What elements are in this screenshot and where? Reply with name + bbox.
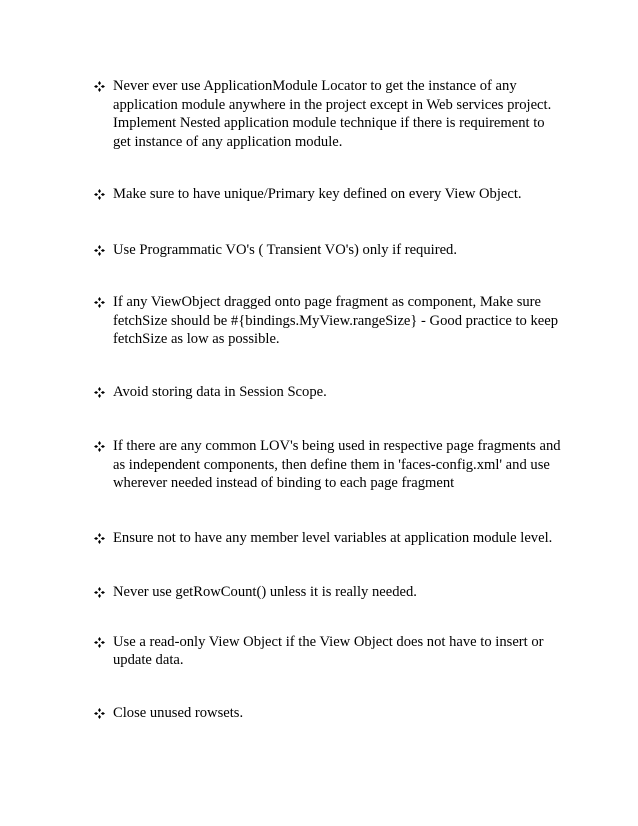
four-diamond-bullet-icon bbox=[94, 637, 105, 648]
bullet-list bbox=[94, 77, 564, 722]
list-item bbox=[94, 77, 564, 151]
four-diamond-bullet-icon bbox=[94, 441, 105, 452]
list-item bbox=[94, 583, 564, 602]
list-item bbox=[94, 704, 564, 723]
four-diamond-bullet-icon bbox=[94, 533, 105, 544]
list-item bbox=[94, 633, 564, 670]
list-item-text: Close unused rowsets. bbox=[113, 704, 244, 721]
list-item bbox=[94, 293, 564, 349]
four-diamond-bullet-icon bbox=[94, 387, 105, 398]
list-item bbox=[94, 185, 564, 204]
list-item bbox=[94, 383, 564, 402]
list-item-text: If any ViewObject dragged onto page fragment as component, Make sure fetchSize should be #{bindings.MyView.rangeSize} - Good practice to keep fetchSize as low as possible. bbox=[113, 294, 559, 347]
four-diamond-bullet-icon bbox=[94, 189, 105, 200]
list-item-text: Ensure not to have any member level variables at application module level. bbox=[113, 529, 553, 546]
four-diamond-bullet-icon bbox=[94, 245, 105, 256]
list-item-text: If there are any common LOV's being used in respective page fragments and as independent components, then define them in 'faces-config.xml' and use wherever needed instead of binding to each page fragment bbox=[113, 438, 561, 491]
list-item-text: Avoid storing data in Session Scope. bbox=[113, 383, 327, 400]
list-item-text: Use Programmatic VO's ( Transient VO's) only if required. bbox=[113, 241, 457, 258]
list-item bbox=[94, 529, 564, 548]
four-diamond-bullet-icon bbox=[94, 587, 105, 598]
list-item bbox=[94, 437, 564, 493]
list-item-text: Use a read-only View Object if the View Object does not have to insert or update data. bbox=[113, 633, 544, 668]
four-diamond-bullet-icon bbox=[94, 81, 105, 92]
list-item bbox=[94, 241, 564, 260]
list-item-text: Never ever use ApplicationModule Locator to get the instance of any application module anywhere in the project except in Web services project. Implement Nested application module technique if there is requirement to get instance of any application module. bbox=[113, 78, 552, 150]
list-item-text: Make sure to have unique/Primary key defined on every View Object. bbox=[113, 186, 522, 202]
list-item-text: Never use getRowCount() unless it is really needed. bbox=[113, 584, 417, 600]
four-diamond-bullet-icon bbox=[94, 297, 105, 308]
four-diamond-bullet-icon bbox=[94, 708, 105, 719]
